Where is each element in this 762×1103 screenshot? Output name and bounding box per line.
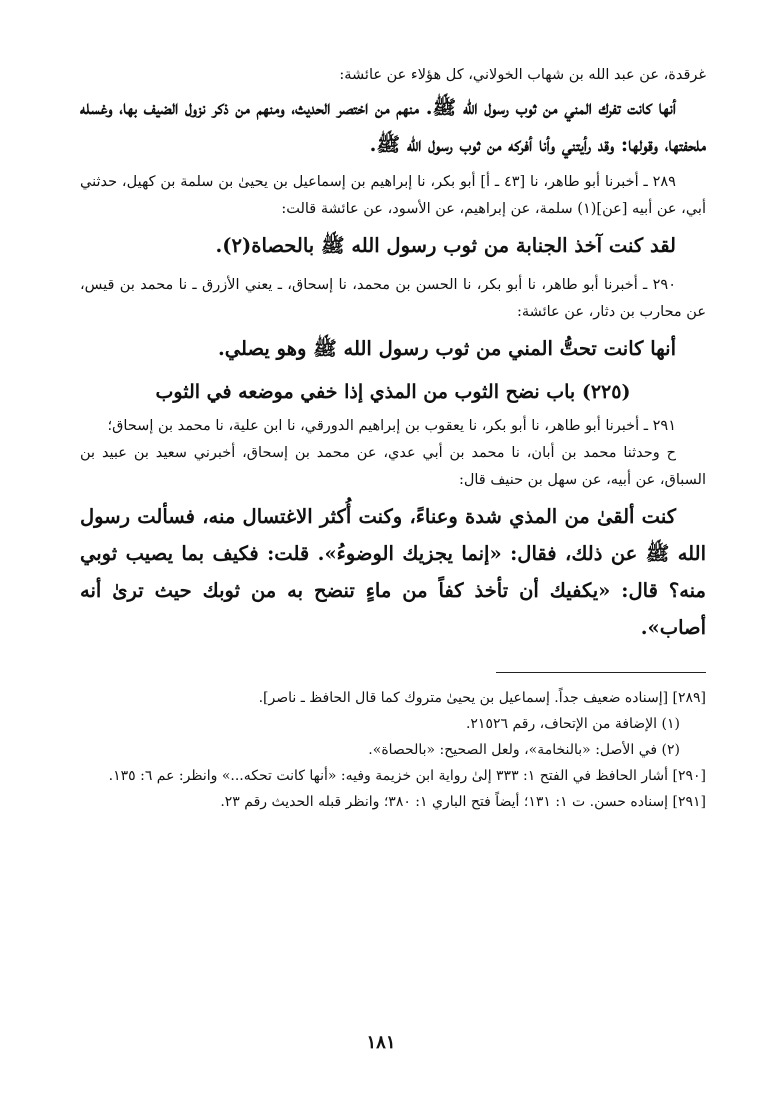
footnotes [80, 685, 706, 815]
footnote: (١) الإضافة من الإتحاف، رقم ٢١٥٢٦. [465, 716, 680, 732]
footnote-divider [496, 672, 706, 673]
page-body [80, 62, 706, 815]
footnote: [٢٩١] إسناده حسن. ت ١: ١٣١؛ أيضاً فتح الباري ١: ٣٨٠؛ وانظر قبله الحديث رقم ٢٣. [220, 794, 706, 810]
hadith-291-isnad-a: ٢٩١ ـ أخبرنا أبو طاهر، نا أبو بكر، نا يعقوب بن إبراهيم الدورقي، نا ابن علية، نا محمد بن إسحاق؛ [107, 418, 676, 434]
hadith-290-matn: أنها كانت تحتُّ المني من ثوب رسول الله ﷺ وهو يصلي. [218, 337, 676, 360]
hadith-288-matn: أنها كانت تفرك المني من ثوب رسول الله ﷺ. منهم من اختصر الحديث، ومنهم من ذكر نزول الضيف بها، وغسله ملحفتها، وقولها: وقد رأيتني وأنا أفركه من ثوب رسول الله ﷺ. [80, 96, 706, 156]
page-number: ١٨١ [366, 1032, 396, 1053]
hadith-291-isnad-b: ح وحدثنا محمد بن أبان، نا محمد بن أبي عدي، عن محمد بن إسحاق، أخبرني سعيد بن عبيد بن السباق، عن أبيه، عن سهل بن حنيف قال: [80, 445, 706, 488]
hadith-289-isnad: ٢٨٩ ـ أخبرنا أبو طاهر، نا [٤٣ ـ أ] أبو بكر، نا إبراهيم بن إسماعيل بن يحيىٰ بن سلمة بن كهيل، حدثني أبي، عن أبيه [عن](١) سلمة، عن إبراهيم، عن الأسود، عن عائشة قالت: [80, 174, 706, 217]
chapter-title: (٢٢٥) باب نضح الثوب من المذي إذا خفي موضعه في الثوب [155, 381, 631, 403]
hadith-291-matn: كنت ألقىٰ من المذي شدة وعناءً، وكنت أُكثر الاغتسال منه، فسألت رسول الله ﷺ عن ذلك، فقال: «إنما يجزيك الوضوءُ». قلت: فكيف بما يصيب ثوبي منه؟ قال: «يكفيك أن تأخذ كفاً من ماءٍ تنضح به من ثوبك حيث ترىٰ أنه أصاب». [80, 505, 706, 639]
footnote: [٢٨٩] [إسناده ضعيف جداً. إسماعيل بن يحيىٰ متروك كما قال الحافظ ـ ناصر]. [258, 690, 706, 706]
footnote: (٢) في الأصل: «بالنخامة»، ولعل الصحيح: «بالحصاة». [368, 742, 680, 758]
hadith-289-matn: لقد كنت آخذ الجنابة من ثوب رسول الله ﷺ بالحصاة(٢). [215, 234, 676, 257]
footnote: [٢٩٠] أشار الحافظ في الفتح ١: ٣٣٣ إلىٰ رواية ابن خزيمة وفيه: «أنها كانت تحكه...» وانظر: عم ٦: ١٣٥. [108, 768, 706, 784]
intro-line: غرقدة، عن عبد الله بن شهاب الخولاني، كل هؤلاء عن عائشة: [339, 67, 706, 83]
hadith-290-isnad: ٢٩٠ ـ أخبرنا أبو طاهر، نا أبو بكر، نا الحسن بن محمد، نا إسحاق، ـ يعني الأزرق ـ نا محمد بن قيس، عن محارب بن دثار، عن عائشة: [80, 277, 706, 320]
